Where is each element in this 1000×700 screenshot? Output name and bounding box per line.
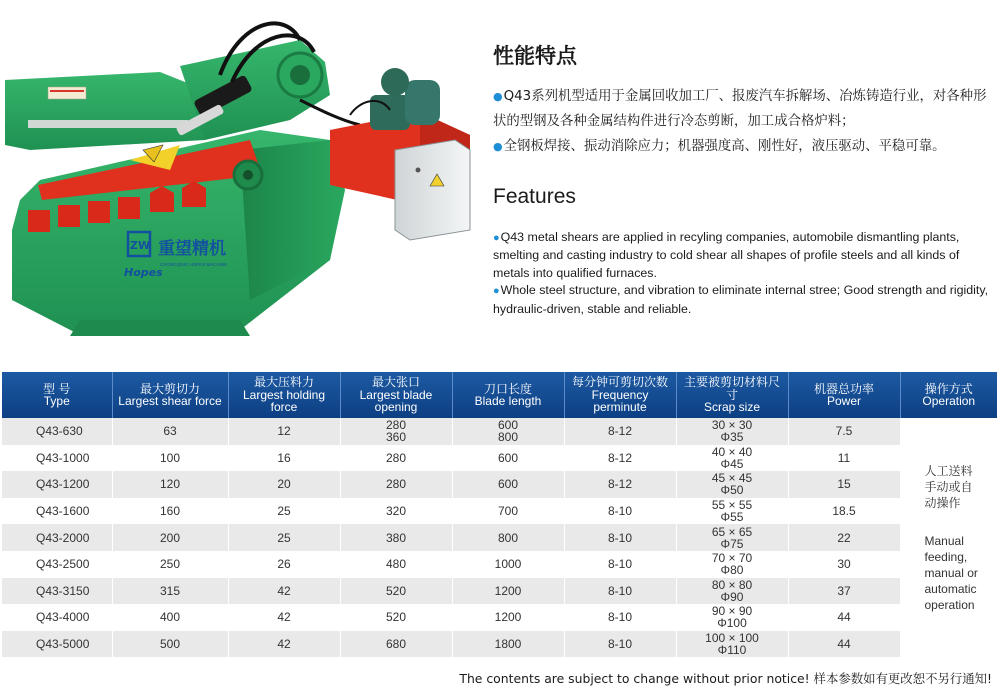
cell-blade-length: 1000 [452,551,564,578]
bullet-dot-icon: ● [493,285,500,298]
table-row [2,604,997,631]
cell-holding-force: 25 [228,498,340,525]
cell-blade-opening: 680 [340,631,452,658]
cell-scrap-size: 30 × 30 Φ35 [676,418,788,445]
cell-blade-length: 700 [452,498,564,525]
cell-type: Q43-630 [2,418,112,445]
feature-item-cn: ●Q43系列机型适用于金属回收加工厂、报废汽车拆解场、冶炼铸造行业，对各种形状的型钢及各种金属结构件进行冷态剪断，加工成合格炉料； [493,89,987,129]
features-list-en [493,229,998,318]
cell-blade-opening: 480 [340,551,452,578]
cell-scrap-size: 100 × 100 Φ110 [676,631,788,658]
svg-text:ZW: ZW [130,239,151,252]
cell-type: Q43-2500 [2,551,112,578]
cell-shear-force: 63 [112,418,228,445]
col-header-type: 型 号 Type [2,372,112,418]
cell-holding-force: 42 [228,578,340,605]
feature-item-en: ●Q43 metal shears are applied in recyling companies, automobile dismantling plants, smelting and casting industry to cold shear all shapes of profile steels and all kinds of metals into qualified furnaces. [493,230,960,280]
disclaimer-note: The contents are subject to change without prior notice! 样本参数如有更改恕不另行通知! [459,671,992,686]
machine-illustration [0,0,480,345]
cell-power: 30 [788,551,900,578]
col-header-frequency: 每分钟可剪切次数 Frequency perminute [564,372,676,418]
cell-power: 22 [788,524,900,551]
cell-shear-force: 315 [112,578,228,605]
cell-frequency: 8-10 [564,524,676,551]
cell-operation [900,418,997,657]
cell-power: 37 [788,578,900,605]
cell-frequency: 8-10 [564,604,676,631]
cell-type: Q43-1200 [2,471,112,498]
svg-text:Hopes: Hopes [124,266,163,279]
table-row [2,631,997,658]
svg-text:CHONGQING HOPES MACHINE: CHONGQING HOPES MACHINE [160,262,228,267]
cell-blade-length: 600 800 [452,418,564,445]
cell-blade-length: 600 [452,445,564,472]
cell-frequency: 8-10 [564,498,676,525]
cell-type: Q43-2000 [2,524,112,551]
cell-power: 44 [788,604,900,631]
col-header-operation: 操作方式 Operation [900,372,997,418]
cell-scrap-size: 65 × 65 Φ75 [676,524,788,551]
features-list-cn [493,84,998,159]
cell-holding-force: 12 [228,418,340,445]
cell-scrap-size: 40 × 40 Φ45 [676,445,788,472]
cell-scrap-size: 80 × 80 Φ90 [676,578,788,605]
table-row [2,498,997,525]
col-header-shear-force: 最大剪切力 Largest shear force [112,372,228,418]
cell-shear-force: 200 [112,524,228,551]
cell-power: 7.5 [788,418,900,445]
cell-scrap-size: 55 × 55 Φ55 [676,498,788,525]
col-header-blade-length: 刀口长度 Blade length [452,372,564,418]
cell-shear-force: 160 [112,498,228,525]
table-row [2,445,997,472]
table-row [2,524,997,551]
cell-frequency: 8-12 [564,471,676,498]
cell-holding-force: 26 [228,551,340,578]
cell-holding-force: 42 [228,604,340,631]
upper-shear-arm [5,72,205,150]
table-row [2,578,997,605]
cell-type: Q43-1000 [2,445,112,472]
cell-blade-length: 800 [452,524,564,551]
spec-table [2,372,998,657]
cell-scrap-size: 70 × 70 Φ80 [676,551,788,578]
cell-blade-opening: 520 [340,604,452,631]
bullet-dot-icon: ● [493,232,500,244]
cell-type: Q43-5000 [2,631,112,658]
col-header-power: 机器总功率 Power [788,372,900,418]
col-header-holding-force: 最大压料力 Largest holding force [228,372,340,418]
cell-blade-opening: 280 [340,445,452,472]
table-row [2,551,997,578]
operation-text-cn: 人工送料手动或自动操作 [924,463,973,510]
cell-shear-force: 120 [112,471,228,498]
svg-text:重望精机: 重望精机 [158,239,226,259]
cell-frequency: 8-12 [564,418,676,445]
cell-blade-opening: 520 [340,578,452,605]
cell-type: Q43-3150 [2,578,112,605]
cell-type: Q43-1600 [2,498,112,525]
cell-scrap-size: 90 × 90 Φ100 [676,604,788,631]
cell-blade-length: 600 [452,471,564,498]
cell-shear-force: 250 [112,551,228,578]
cell-power: 15 [788,471,900,498]
cell-holding-force: 42 [228,631,340,658]
bullet-dot-icon: ● [493,90,503,103]
table-row [2,418,997,445]
col-header-blade-opening: 最大张口 Largest blade opening [340,372,452,418]
table-body [2,418,997,657]
cell-frequency: 8-10 [564,551,676,578]
cell-blade-length: 1800 [452,631,564,658]
feature-item-cn: ●全钢板焊接、振动消除应力；机器强度高、刚性好，液压驱动、平稳可靠。 [493,139,946,154]
cell-blade-opening: 280 [340,471,452,498]
features-title-cn: 性能特点 [493,44,577,68]
cell-blade-length: 1200 [452,604,564,631]
cell-shear-force: 100 [112,445,228,472]
cell-frequency: 8-10 [564,631,676,658]
operation-text-en: Manual feeding, manual or automatic operation [924,533,978,612]
cell-blade-opening: 320 [340,498,452,525]
cell-blade-opening: 280 360 [340,418,452,445]
feature-item-en: ●Whole steel structure, and vibration to eliminate internal stree; Good strength and rigidity, hydraulic-driven, stable and reliable. [493,283,989,316]
bullet-dot-icon: ● [493,140,503,153]
col-header-scrap-size: 主要被剪切材料尺寸 Scrap size [676,372,788,418]
cell-frequency: 8-12 [564,445,676,472]
cell-power: 18.5 [788,498,900,525]
cell-blade-opening: 380 [340,524,452,551]
cell-frequency: 8-10 [564,578,676,605]
hydraulic-power-unit [330,68,470,240]
cell-type: Q43-4000 [2,604,112,631]
features-title-en: Features [493,185,576,208]
cell-power: 44 [788,631,900,658]
cell-holding-force: 20 [228,471,340,498]
cell-scrap-size: 45 × 45 Φ50 [676,471,788,498]
cell-holding-force: 25 [228,524,340,551]
cell-shear-force: 500 [112,631,228,658]
cell-power: 11 [788,445,900,472]
table-row [2,471,997,498]
cell-holding-force: 16 [228,445,340,472]
table-header-row [2,372,997,418]
cell-blade-length: 1200 [452,578,564,605]
cell-shear-force: 400 [112,604,228,631]
